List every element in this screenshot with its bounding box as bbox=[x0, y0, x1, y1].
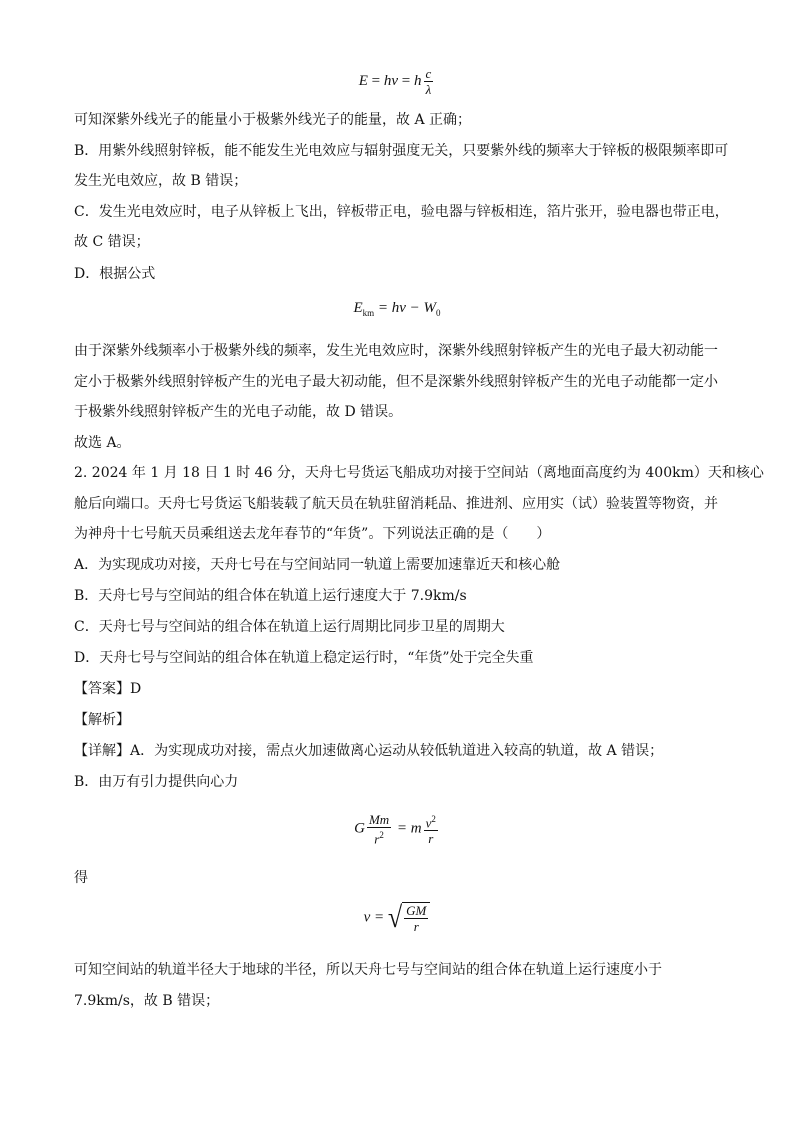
text-line: 故选 A。 bbox=[74, 435, 131, 451]
text-line: 故 C 错误； bbox=[74, 234, 150, 250]
question-stem-line: 为神舟十七号航天员乘组送去龙年春节的“年货”。下列说法正确的是（ ） bbox=[74, 526, 551, 542]
question-stem-line: 2. 2024 年 1 月 18 日 1 时 46 分，天舟七号货运飞船成功对接于空间站（离地面高度约为 400km）天和核心 bbox=[74, 465, 764, 481]
text-line: 于极紫外线照射锌板产生的光电子动能，故 D 错误。 bbox=[74, 404, 403, 420]
option-c: C．天舟七号与空间站的组合体在轨道上运行周期比同步卫星的周期大 bbox=[74, 619, 505, 635]
detail-line: 【详解】A．为实现成功对接，需点火加速做离心运动从较低轨道进入较高的轨道，故 A 错误； bbox=[74, 743, 664, 759]
text-line: C．发生光电效应时，电子从锌板上飞出，锌板带正电，验电器与锌板相连，箔片张开，验电器也带正电， bbox=[74, 204, 729, 220]
answer-label: 【答案】D bbox=[74, 681, 142, 697]
formula-photon-energy: E = hν = h $\frac{c}{\lambda}$ bbox=[358, 66, 432, 97]
formula-orbital-velocity: v = √ $\frac{GM}{r}$ bbox=[0, 902, 794, 934]
text-line: 发生光电效应，故 B 错误； bbox=[74, 173, 248, 189]
text-line: D．根据公式 bbox=[74, 266, 156, 282]
question-stem-line: 舱后向端口。天舟七号货运飞船装载了航天员在轨驻留消耗品、推进剂、应用实（试）验装置等物资，并 bbox=[74, 496, 718, 512]
text-line: 定小于极紫外线照射锌板产生的光电子最大初动能，但不是深紫外线照射锌板产生的光电子动能都一定小 bbox=[74, 374, 718, 390]
text-line: 由于深紫外线频率小于极紫外线的频率，发生光电效应时，深紫外线照射锌板产生的光电子最大初动能一 bbox=[74, 343, 718, 359]
text-line: 可知深紫外线光子的能量小于极紫外线光子的能量，故 A 正确； bbox=[74, 112, 472, 128]
text-line: 7.9km/s，故 B 错误； bbox=[74, 993, 220, 1009]
analysis-label: 【解析】 bbox=[74, 712, 130, 728]
formula-max-kinetic-energy: $E_{km} = h\nu - W_0$ bbox=[353, 300, 441, 318]
option-a: A．为实现成功对接，天舟七号在与空间站同一轨道上需要加速靠近天和核心舱 bbox=[74, 557, 561, 573]
text-line: B．由万有引力提供向心力 bbox=[74, 774, 239, 790]
text-line: 得 bbox=[74, 870, 88, 886]
text-line: 可知空间站的轨道半径大于地球的半径，所以天舟七号与空间站的组合体在轨道上运行速度小于 bbox=[74, 962, 662, 978]
text-line: B．用紫外线照射锌板，能不能发生光电效应与辐射强度无关，只要紫外线的频率大于锌板的极限频率即可 bbox=[74, 143, 729, 159]
formula-gravitation: G $\frac{Mm}{r^2}$ = m $\frac{v^2}{r}$ bbox=[354, 812, 436, 847]
option-b: B．天舟七号与空间站的组合体在轨道上运行速度大于 7.9km/s bbox=[74, 588, 467, 604]
sqrt-symbol: √ $\frac{GM}{r}$ bbox=[388, 902, 431, 934]
option-d: D．天舟七号与空间站的组合体在轨道上稳定运行时，“年货”处于完全失重 bbox=[74, 650, 534, 666]
